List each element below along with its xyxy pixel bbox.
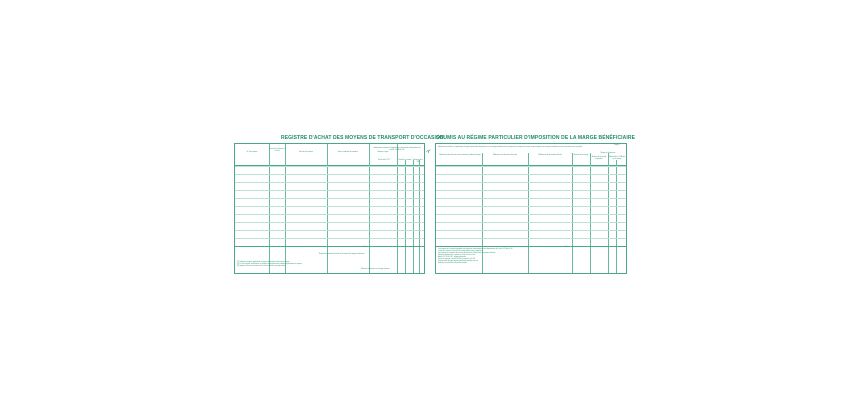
left-sub-header-1: Prix d'achat TTC (378, 160, 390, 161)
left-footer-line-3: (3) Indiquer la date et le numéro de la facture d'achat correspondante (237, 266, 286, 267)
right-group-header: Marge de l'opération (600, 153, 616, 154)
right-footer-line-7: Conservation des documents justificatifs pendant six ans (438, 261, 479, 262)
left-page-title: REGISTRE D'ACHAT DES MOYENS DE TRANSPORT D'OCCASION (281, 135, 444, 141)
right-total-label: Total (564, 247, 568, 248)
left-footer-line-2: (2) Le cas échéant, mentionner les références du document justifiant l'application du régime (237, 264, 302, 265)
right-col-header-2: Références du document de vente (492, 155, 518, 156)
left-report-label: Report des quantités d'achat et de ventes des pages antérieures (319, 254, 365, 255)
right-footer-line-8: Références au bulletin officiel des impôts (438, 263, 467, 264)
right-footer-line-5: Article 297 E du CGI - régime particulier (438, 257, 467, 258)
left-footer-right: Montants à reporter sur la page suivante (361, 269, 390, 270)
right-page-title: SOUMIS AU RÉGIME PARTICULIER D'IMPOSITION DE LA MARGE BÉNÉFICIAIRE (436, 135, 635, 141)
left-col-header-3: Date de l'inscription (299, 152, 313, 153)
right-footer-line-4: Mentions obligatoires à porter sur la facture de vente (438, 255, 476, 256)
left-col-header-5: Marque et type (377, 152, 389, 153)
right-footer-line-2: Le prix de vente et le prix d'achat s'entendent taxes comprises (438, 251, 482, 252)
left-sub-header-2: Date de la cession (398, 160, 412, 161)
left-col-header-1: N° d'inscription (246, 152, 258, 153)
right-footer-line-3: Les moyens de transport d'occasion doivent faire l'objet d'une inscription distincte (438, 253, 496, 254)
publisher-logo-icon (426, 149, 431, 153)
right-sub-header-1: Montant de la marge imposable (591, 157, 607, 160)
right-footer-line-6: Tenue du registre - article 74 E de l'annexe II au CGI (438, 259, 476, 260)
right-page-number: Page N° (614, 145, 620, 146)
left-col-header-2: Date de l'inscription à l'achat (269, 149, 285, 152)
left-col-header-4: Nom et adresse du vendeur (338, 152, 358, 153)
left-footer-line-1: (1) Indiquer le régime applicable au moyen de transport d'occasion acquis (237, 262, 290, 263)
left-total-label: Total (363, 247, 367, 248)
left-sub-header-3: Montant de la TVA (413, 160, 423, 163)
right-col-header-3: Références du document d'achat (538, 155, 562, 156)
right-register-table (435, 143, 627, 274)
right-sub-header-2: Montant de la TVA due sur la marge (608, 157, 626, 160)
left-register-table (234, 143, 425, 274)
right-col-header-1: Références de la facture ou du document justifiant l'origine (439, 155, 481, 156)
right-intro-text: Informations relatives à l'application du régime particulier d'imposition sur la marge bénéficiaire des moyens de transport d'occasion acquis auprès d'un assujetti revendeur ou d'une personne non assujettie (438, 147, 583, 148)
right-footer-line-1: Le montant de la marge imposable est déterminé conformément aux dispositions de l'article 297 A du CGI (438, 249, 513, 250)
right-col-header-4: Montant de la marge (573, 155, 589, 156)
left-group-header: Informations relatives à l'application éventuelle des dispositions de l'article 297 A du CGI (373, 148, 421, 151)
